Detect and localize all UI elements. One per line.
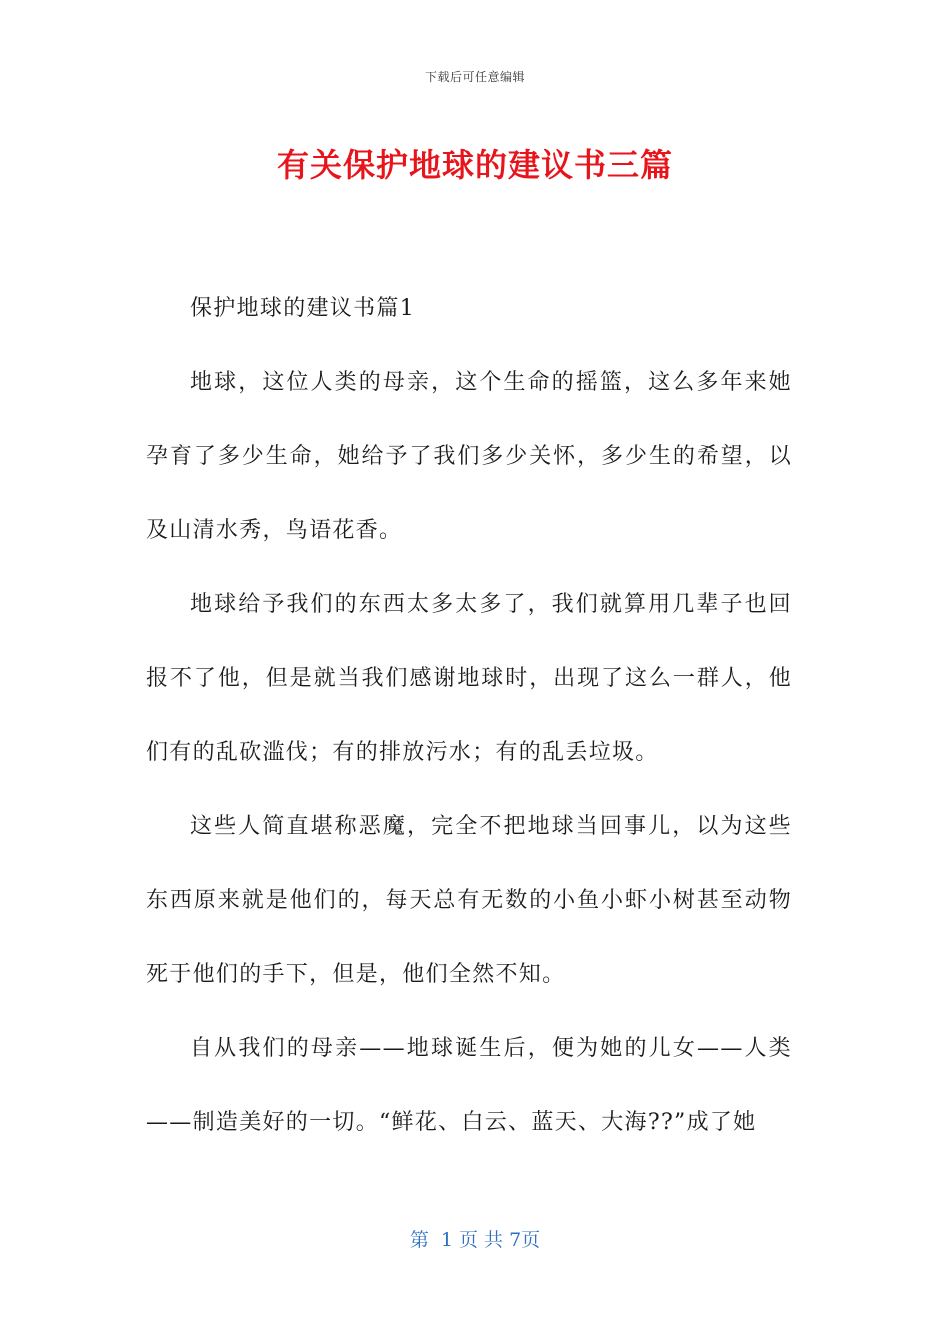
document-body (146, 272, 792, 1160)
section-heading: 保护地球的建议书篇1 (190, 296, 415, 321)
page-number-footer: 第 1 页 共 7页 (409, 1229, 541, 1251)
document-title: 有关保护地球的建议书三篇 (276, 146, 673, 184)
paragraph: 地球，这位人类的母亲，这个生命的摇篮，这么多年来她孕育了多少生命，她给予了我们多少关怀，多少生的希望，以及山清水秀，鸟语花香。 (146, 370, 792, 543)
header-note: 下载后可任意编辑 (424, 70, 525, 84)
paragraph: 地球给予我们的东西太多太多了，我们就算用几辈子也回报不了他，但是就当我们感谢地球时，出现了这么一群人，他们有的乱砍滥伐；有的排放污水；有的乱丢垃圾。 (146, 592, 792, 765)
paragraph: 这些人简直堪称恶魔，完全不把地球当回事儿，以为这些东西原来就是他们的，每天总有无数的小鱼小虾小树甚至动物死于他们的手下，但是，他们全然不知。 (146, 814, 792, 987)
paragraph: 自从我们的母亲——地球诞生后，便为她的儿女——人类——制造美好的一切。“鲜花、白云、蓝天、大海??”成了她 (146, 1036, 792, 1135)
